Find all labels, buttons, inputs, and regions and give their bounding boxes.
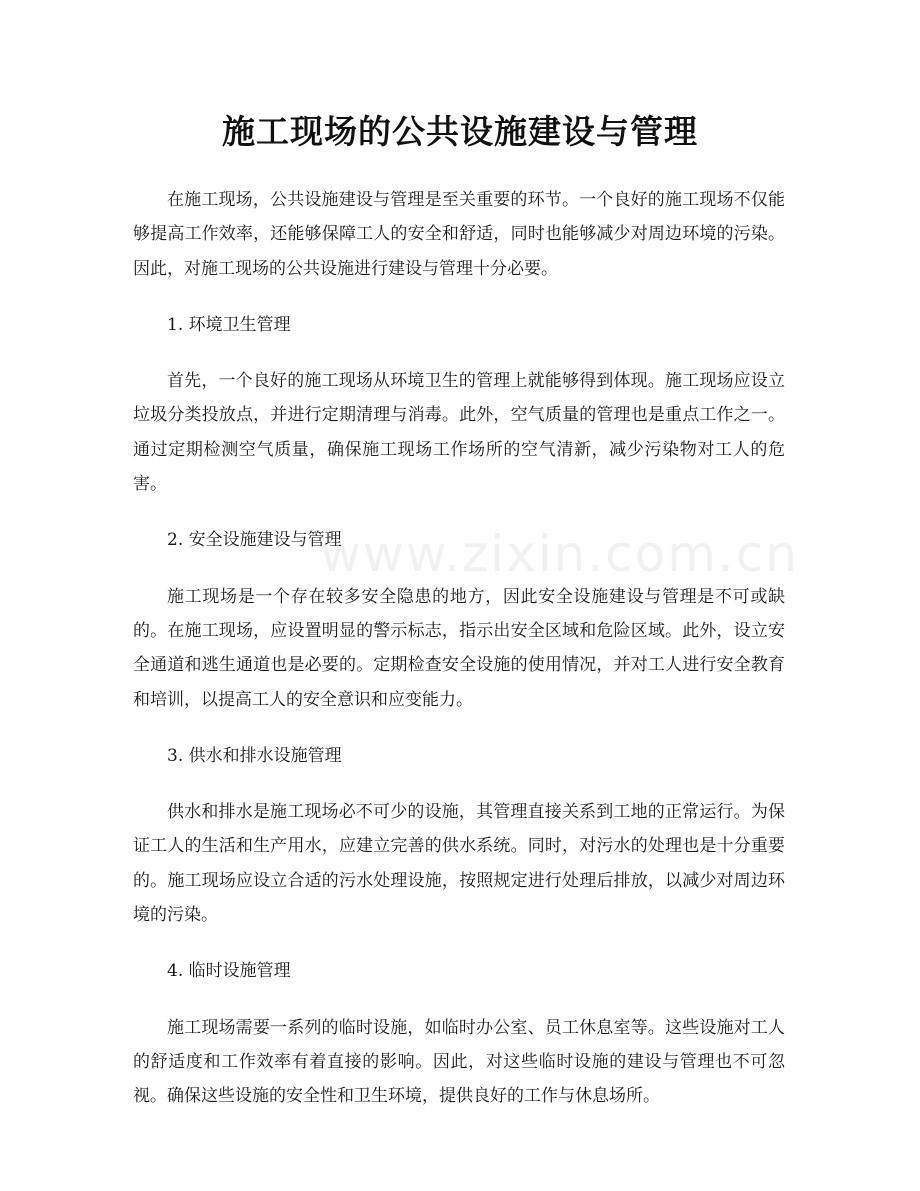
section-environment — [133, 308, 785, 501]
section-paragraph: 施工现场是一个存在较多安全隐患的地方，因此安全设施建设与管理是不可或缺的。在施工现场，应设置明显的警示标志，指示出安全区域和危险区域。此外，设立安全通道和逃生通道也是必要的。定期检查安全设施的使用情况，并对工人进行安全教育和培训，以提高工人的安全意识和应变能力。 — [133, 586, 785, 710]
document-title: 施工现场的公共设施建设与管理 — [222, 112, 698, 151]
section-paragraph: 供水和排水是施工现场必不可少的设施，其管理直接关系到工地的正常运行。为保证工人的生活和生产用水，应建立完善的供水系统。同时，对污水的处理也是十分重要的。施工现场应设立合适的污水处理设施，按照规定进行处理后排放，以减少对周边环境的污染。 — [133, 802, 785, 926]
section-temporary — [133, 954, 785, 1113]
section-safety — [133, 523, 800, 716]
section-paragraph: 首先，一个良好的施工现场从环境卫生的管理上就能够得到体现。施工现场应设立垃圾分类投放点，并进行定期清理与消毒。此外，空气质量的管理也是重点工作之一。通过定期检测空气质量，确保施工现场工作场所的空气清新，减少污染物对工人的危害。 — [133, 371, 785, 495]
section-heading: 1. 环境卫生管理 — [167, 314, 291, 335]
document-body — [133, 183, 800, 1136]
intro-paragraph: 在施工现场，公共设施建设与管理是至关重要的环节。一个良好的施工现场不仅能够提高工作效率，还能够保障工人的安全和舒适，同时也能够减少对周边环境的污染。因此，对施工现场的公共设施进行建设与管理十分必要。 — [133, 190, 785, 279]
watermark: www.zixin.com.cn — [320, 525, 800, 583]
section-water — [133, 739, 785, 932]
section-heading: 3. 供水和排水设施管理 — [167, 745, 342, 766]
section-heading: 2. 安全设施建设与管理 — [167, 530, 342, 551]
section-paragraph: 施工现场需要一系列的临时设施，如临时办公室、员工休息室等。这些设施对工人的舒适度和工作效率有着直接的影响。因此，对这些临时设施的建设与管理也不可忽视。确保这些设施的安全性和卫生环境，提供良好的工作与休息场所。 — [133, 1017, 785, 1107]
section-heading: 4. 临时设施管理 — [167, 961, 291, 982]
